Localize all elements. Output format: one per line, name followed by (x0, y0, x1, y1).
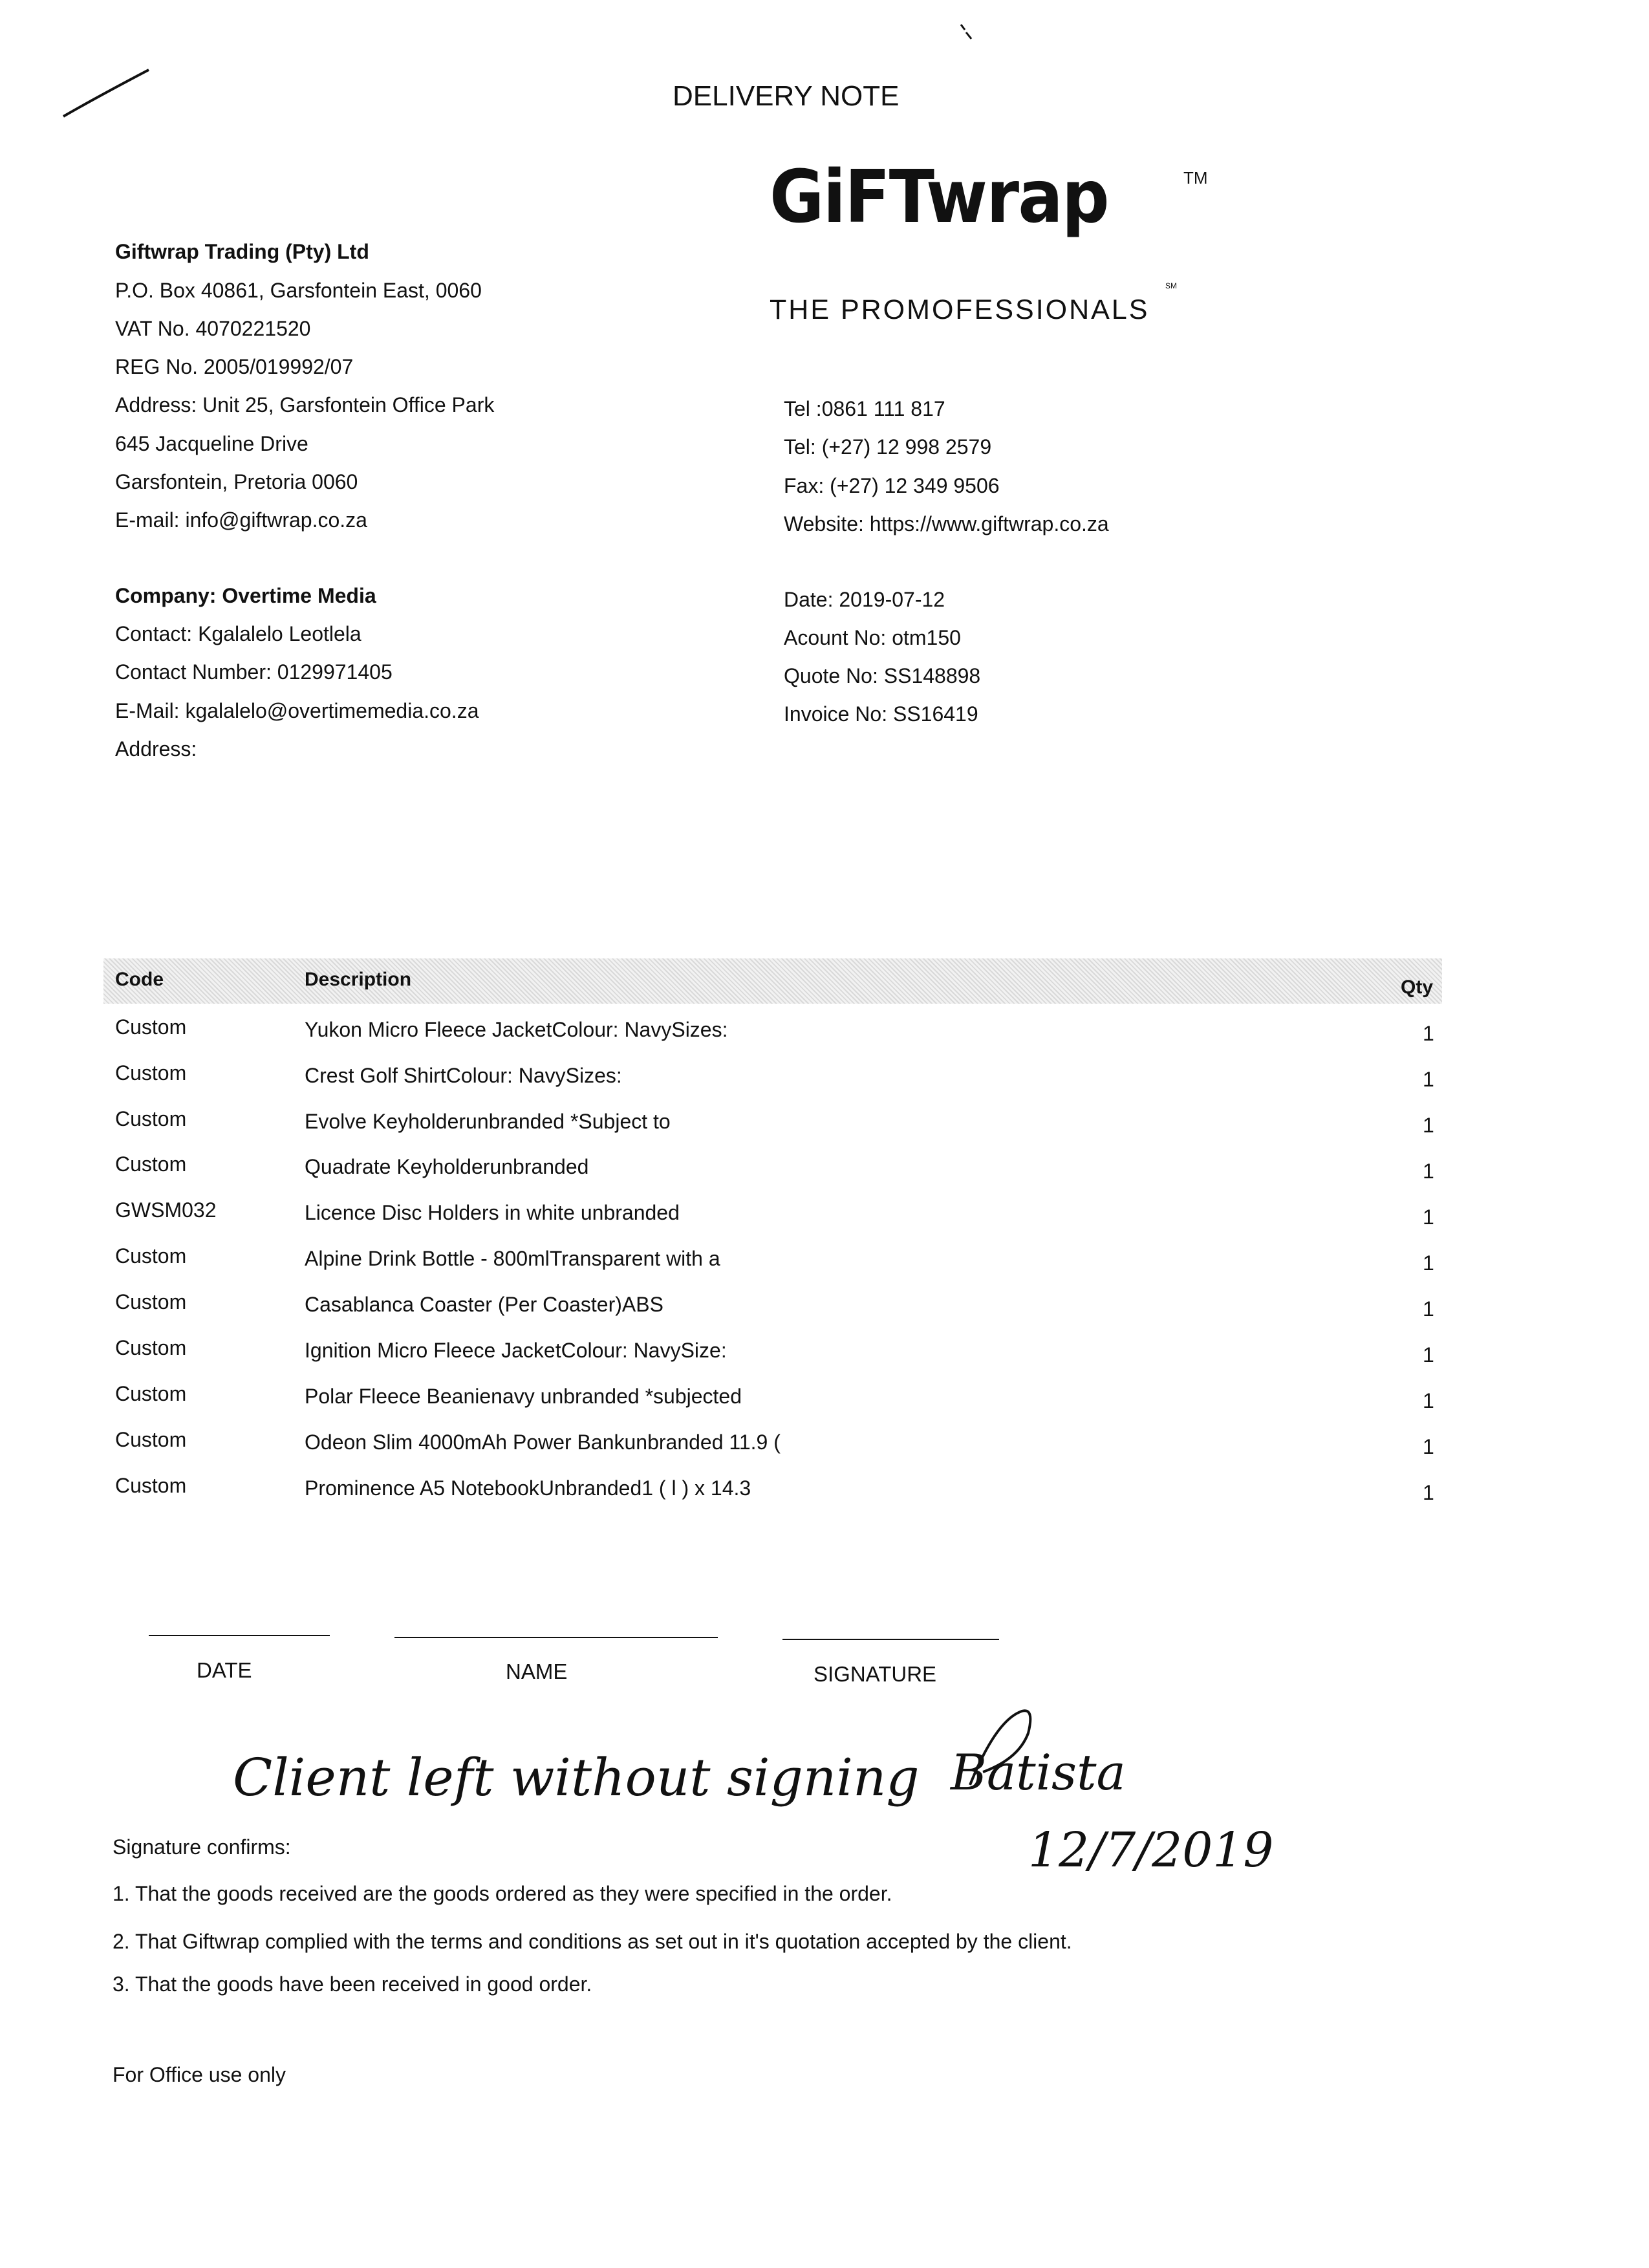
row-qty: 1 (1423, 1389, 1434, 1412)
row-description: Yukon Micro Fleece JacketColour: NavySizes: (305, 1018, 728, 1041)
name-line (394, 1637, 718, 1638)
row-qty: 1 (1423, 1435, 1434, 1458)
row-code: Custom (115, 1107, 187, 1130)
header-qty: Qty (1401, 977, 1434, 998)
row-description: Polar Fleece Beanienavy unbranded *subjected (305, 1385, 742, 1408)
header-description: Description (305, 969, 412, 990)
sender-email: E-mail: info@giftwrap.co.za (115, 508, 367, 532)
terms-item-2: 2. That Giftwrap complied with the terms and conditions as set out in it's quotation accepted by the client. (113, 1930, 1072, 1953)
contact-tel-1: Tel :0861 111 817 (784, 397, 945, 420)
row-qty: 1 (1423, 1022, 1434, 1045)
row-qty: 1 (1423, 1068, 1434, 1091)
sender-company: Giftwrap Trading (Pty) Ltd (115, 240, 369, 263)
document-title: DELIVERY NOTE (673, 80, 900, 112)
client-email: E-Mail: kgalalelo@overtimemedia.co.za (115, 699, 479, 722)
row-qty: 1 (1423, 1205, 1434, 1229)
row-code: Custom (115, 1474, 187, 1497)
client-contact: Contact: Kgalalelo Leotlela (115, 622, 361, 645)
logo-wordmark: GiFTwrap (770, 155, 1108, 239)
name-label: NAME (506, 1659, 568, 1683)
sender-address-1: Address: Unit 25, Garsfontein Office Park (115, 393, 495, 416)
terms-item-1: 1. That the goods received are the goods ordered as they were specified in the order. (113, 1882, 892, 1905)
contact-tel-2: Tel: (+27) 12 998 2579 (784, 435, 992, 459)
row-description: Licence Disc Holders in white unbranded (305, 1201, 680, 1224)
contact-website: Website: https://www.giftwrap.co.za (784, 512, 1109, 535)
handwritten-date: 12/7/2019 (1028, 1822, 1274, 1878)
row-description: Ignition Micro Fleece JacketColour: NavySize: (305, 1339, 727, 1362)
scan-speck (957, 19, 976, 45)
row-description: Evolve Keyholderunbranded *Subject to (305, 1110, 671, 1133)
sender-reg: REG No. 2005/019992/07 (115, 355, 354, 378)
header-code: Code (115, 969, 164, 990)
row-code: Custom (115, 1152, 187, 1176)
row-description: Crest Golf ShirtColour: NavySizes: (305, 1064, 622, 1087)
row-code: GWSM032 (115, 1198, 217, 1222)
reference-date: Date: 2019-07-12 (784, 588, 945, 611)
row-code: Custom (115, 1428, 187, 1451)
row-description: Casablanca Coaster (Per Coaster)ABS (305, 1293, 663, 1316)
pen-stroke-mark (58, 65, 162, 123)
sender-address-3: Garsfontein, Pretoria 0060 (115, 470, 358, 493)
row-qty: 1 (1423, 1251, 1434, 1275)
signature-label: SIGNATURE (814, 1662, 937, 1686)
handwritten-note: Client left without signing (233, 1747, 920, 1808)
client-contact-number: Contact Number: 0129971405 (115, 660, 393, 684)
row-code: Custom (115, 1015, 187, 1039)
row-qty: 1 (1423, 1160, 1434, 1183)
signature-line (782, 1639, 999, 1640)
row-description: Prominence A5 NotebookUnbranded1 ( l ) x 14.3 (305, 1476, 751, 1500)
row-description: Odeon Slim 4000mAh Power Bankunbranded 11.9 ( (305, 1431, 781, 1454)
contact-fax: Fax: (+27) 12 349 9506 (784, 474, 1000, 497)
logo-servicemark: SM (1165, 281, 1177, 290)
logo-trademark: TM (1183, 168, 1208, 188)
date-line (149, 1635, 330, 1636)
row-code: Custom (115, 1382, 187, 1405)
row-description: Quadrate Keyholderunbranded (305, 1155, 589, 1178)
row-code: Custom (115, 1290, 187, 1313)
reference-invoice: Invoice No: SS16419 (784, 702, 978, 726)
row-description: Alpine Drink Bottle - 800mlTransparent with a (305, 1247, 720, 1270)
row-qty: 1 (1423, 1114, 1434, 1137)
client-address: Address: (115, 737, 197, 761)
date-label: DATE (197, 1658, 252, 1682)
sender-address-2: 645 Jacqueline Drive (115, 432, 308, 455)
sender-po-box: P.O. Box 40861, Garsfontein East, 0060 (115, 279, 482, 302)
handwritten-signer: Batista (951, 1744, 1126, 1801)
row-qty: 1 (1423, 1481, 1434, 1504)
row-code: Custom (115, 1244, 187, 1268)
reference-quote: Quote No: SS148898 (784, 664, 981, 687)
client-company: Company: Overtime Media (115, 584, 376, 607)
reference-account: Acount No: otm150 (784, 626, 961, 649)
office-use-label: For Office use only (113, 2063, 286, 2086)
row-qty: 1 (1423, 1343, 1434, 1366)
logo-tagline: THE PROMOFESSIONALS (770, 294, 1150, 325)
sender-vat: VAT No. 4070221520 (115, 317, 311, 340)
row-qty: 1 (1423, 1297, 1434, 1321)
terms-intro: Signature confirms: (113, 1835, 291, 1859)
signature-flourish (957, 1707, 1054, 1791)
company-logo (770, 155, 1208, 336)
terms-item-3: 3. That the goods have been received in good order. (113, 1972, 592, 1996)
row-code: Custom (115, 1061, 187, 1085)
row-code: Custom (115, 1336, 187, 1359)
